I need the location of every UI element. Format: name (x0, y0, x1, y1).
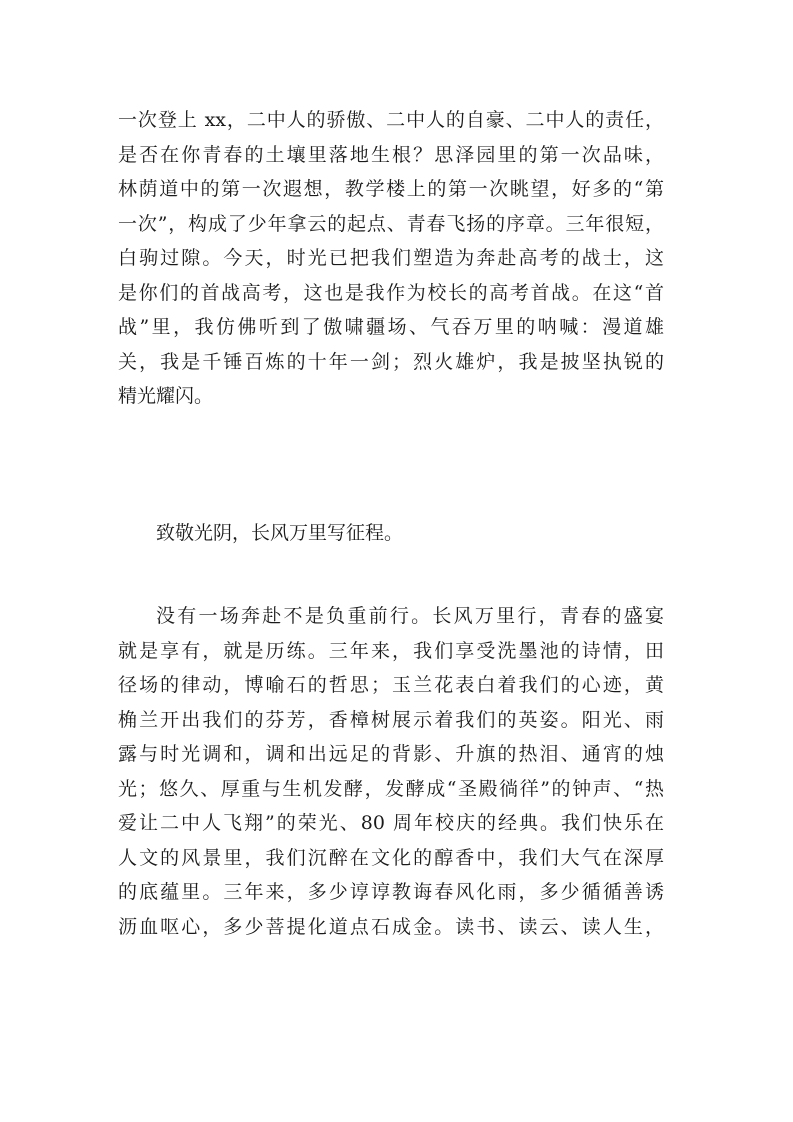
text-line: 精光耀闪。 (118, 385, 214, 407)
text-line: 的底蕴里。三年来，多少谆谆教诲春风化雨，多少循循善诱 (118, 881, 664, 903)
text-line: 一次登上 xx，二中人的骄傲、二中人的自豪、二中人的责任， (118, 109, 664, 131)
paragraph-intro (118, 103, 664, 414)
text-line: 爱让二中人飞翔”的荣光、80 周年校庆的经典。我们快乐在 (118, 812, 664, 834)
text-line: 桷兰开出我们的芬芳，香樟树展示着我们的英姿。阳光、雨 (118, 708, 664, 731)
paragraph-body (118, 599, 664, 944)
text-line: 关，我是千锤百炼的十年一剑；烈火雄炉，我是披坚执锐的 (118, 350, 664, 373)
text-line: 没有一场奔赴不是负重前行。长风万里行，青春的盛宴 (156, 605, 664, 627)
text-line: 就是享有，就是历练。三年来，我们享受洗墨池的诗情，田 (118, 639, 664, 662)
text-line: 径场的律动，博喻石的哲思；玉兰花表白着我们的心迹，黄 (118, 674, 664, 696)
text-line: 战”里，我仿佛听到了傲啸疆场、气吞万里的呐喊：漫道雄 (118, 316, 664, 338)
text-line: 白驹过隙。今天，时光已把我们塑造为奔赴高考的战士，这 (118, 247, 664, 269)
text-line: 沥血呕心，多少菩提化道点石成金。读书、读云、读人生， (118, 915, 664, 938)
section-heading (118, 516, 664, 551)
text-line: 林荫道中的第一次遐想，教学楼上的第一次眺望，好多的“第 (118, 178, 664, 200)
text-line: 是你们的首战高考，这也是我作为校长的高考首战。在这“首 (118, 281, 664, 304)
text-line: 光；悠久、厚重与生机发酵，发酵成“圣殿徜徉”的钟声、“热 (118, 777, 664, 800)
text-line: 是否在你青春的土壤里落地生根？思泽园里的第一次品味， (118, 143, 664, 166)
text-line: 人文的风景里，我们沉醉在文化的醇香中，我们大气在深厚 (118, 846, 664, 869)
text-line: 露与时光调和，调和出远足的背影、升旗的热泪、通宵的烛 (118, 743, 664, 765)
heading-text: 致敬光阴，长风万里写征程。 (156, 522, 404, 544)
text-line: 一次”，构成了少年拿云的起点、青春飞扬的序章。三年很短， (118, 212, 664, 235)
